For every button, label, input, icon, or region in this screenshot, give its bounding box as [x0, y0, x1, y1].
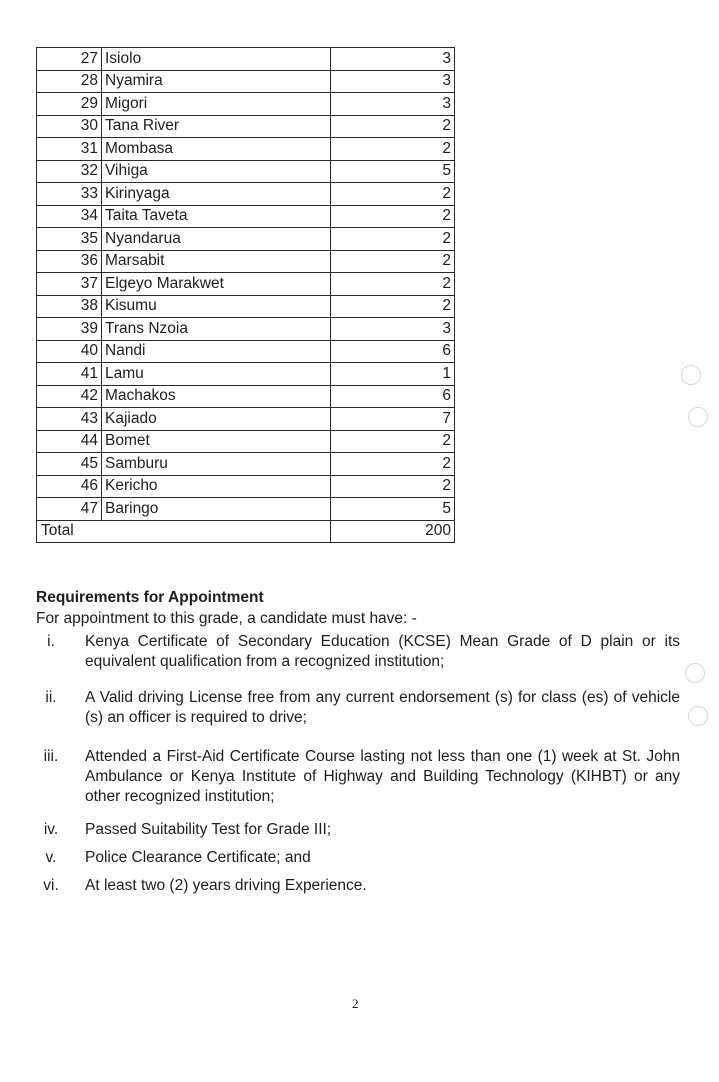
row-number-cell: 27 [37, 48, 102, 71]
punch-hole-mark [688, 706, 708, 726]
row-number-cell: 37 [37, 273, 102, 296]
requirement-numeral: ii. [45, 689, 57, 706]
county-name-cell: Trans Nzoia [102, 318, 331, 341]
requirement-text: Attended a First-Aid Certificate Course lasting not less than one (1) week at St. John Ambulance or Kenya Institute of Highway and Building Technology (KIHBT) or any other recognized institution; [85, 748, 680, 805]
row-number-cell: 35 [37, 228, 102, 251]
total-label: Total [37, 520, 331, 543]
county-name-cell: Lamu [102, 363, 331, 386]
requirements-heading: Requirements for Appointment [36, 589, 264, 606]
allocation-count-cell: 3 [331, 318, 455, 341]
requirement-text: Kenya Certificate of Secondary Education (KCSE) Mean Grade of D plain or its equivalent qualification from a recognized institution; [85, 633, 680, 670]
row-number-cell: 28 [37, 70, 102, 93]
table-row [37, 93, 455, 116]
row-number-cell: 40 [37, 340, 102, 363]
row-number-cell: 44 [37, 430, 102, 453]
county-name-cell: Taita Taveta [102, 205, 331, 228]
row-number-cell: 43 [37, 408, 102, 431]
page-number: 2 [352, 996, 359, 1011]
allocation-count-cell: 5 [331, 160, 455, 183]
table-row [37, 273, 455, 296]
table-row [37, 453, 455, 476]
county-name-cell: Nandi [102, 340, 331, 363]
county-name-cell: Elgeyo Marakwet [102, 273, 331, 296]
total-row [37, 520, 455, 543]
table-row [37, 318, 455, 341]
allocation-count-cell: 7 [331, 408, 455, 431]
county-name-cell: Baringo [102, 498, 331, 521]
punch-hole-mark [681, 365, 701, 385]
row-number-cell: 30 [37, 115, 102, 138]
allocation-count-cell: 5 [331, 498, 455, 521]
table-row [37, 498, 455, 521]
table-row [37, 183, 455, 206]
allocation-count-cell: 2 [331, 273, 455, 296]
allocation-count-cell: 2 [331, 138, 455, 161]
row-number-cell: 36 [37, 250, 102, 273]
table-row [37, 475, 455, 498]
allocation-count-cell: 2 [331, 295, 455, 318]
county-name-cell: Mombasa [102, 138, 331, 161]
allocation-count-cell: 2 [331, 115, 455, 138]
county-name-cell: Bomet [102, 430, 331, 453]
allocation-count-cell: 6 [331, 340, 455, 363]
county-name-cell: Kisumu [102, 295, 331, 318]
county-name-cell: Kajiado [102, 408, 331, 431]
allocation-count-cell: 2 [331, 183, 455, 206]
punch-hole-mark [688, 407, 708, 427]
row-number-cell: 47 [37, 498, 102, 521]
county-name-cell: Migori [102, 93, 331, 116]
requirement-text: Passed Suitability Test for Grade III; [85, 821, 332, 838]
table-row [37, 48, 455, 71]
county-name-cell: Marsabit [102, 250, 331, 273]
table-row [37, 430, 455, 453]
requirement-numeral: iii. [43, 748, 59, 765]
row-number-cell: 31 [37, 138, 102, 161]
row-number-cell: 38 [37, 295, 102, 318]
allocation-count-cell: 1 [331, 363, 455, 386]
row-number-cell: 32 [37, 160, 102, 183]
allocation-count-cell: 6 [331, 385, 455, 408]
row-number-cell: 41 [37, 363, 102, 386]
table-row [37, 228, 455, 251]
total-value: 200 [331, 520, 455, 543]
allocation-count-cell: 2 [331, 228, 455, 251]
table-row [37, 138, 455, 161]
row-number-cell: 33 [37, 183, 102, 206]
table-row [37, 340, 455, 363]
requirement-text: A Valid driving License free from any current endorsement (s) for class (es) of vehicle (s) an officer is required to drive; [85, 689, 680, 726]
row-number-cell: 42 [37, 385, 102, 408]
punch-hole-mark [685, 663, 705, 683]
allocation-count-cell: 3 [331, 48, 455, 71]
allocation-count-cell: 2 [331, 430, 455, 453]
requirement-numeral: vi. [43, 877, 59, 894]
county-name-cell: Nyandarua [102, 228, 331, 251]
county-allocation-table [36, 47, 455, 543]
requirement-numeral: i. [47, 633, 55, 650]
allocation-count-cell: 2 [331, 453, 455, 476]
table-row [37, 160, 455, 183]
table-row [37, 70, 455, 93]
county-name-cell: Vihiga [102, 160, 331, 183]
row-number-cell: 29 [37, 93, 102, 116]
allocation-count-cell: 2 [331, 205, 455, 228]
row-number-cell: 39 [37, 318, 102, 341]
allocation-count-cell: 3 [331, 93, 455, 116]
allocation-count-cell: 2 [331, 475, 455, 498]
requirements-intro: For appointment to this grade, a candidate must have: - [36, 610, 417, 627]
table-row [37, 115, 455, 138]
table-row [37, 295, 455, 318]
requirement-numeral: iv. [43, 821, 59, 838]
requirement-text: Police Clearance Certificate; and [85, 849, 311, 866]
county-name-cell: Kericho [102, 475, 331, 498]
county-name-cell: Nyamira [102, 70, 331, 93]
requirement-numeral: v. [45, 849, 57, 866]
county-name-cell: Tana River [102, 115, 331, 138]
allocation-count-cell: 2 [331, 250, 455, 273]
row-number-cell: 46 [37, 475, 102, 498]
county-name-cell: Isiolo [102, 48, 331, 71]
table-row [37, 363, 455, 386]
table-row [37, 408, 455, 431]
allocation-count-cell: 3 [331, 70, 455, 93]
table-row [37, 250, 455, 273]
requirement-text: At least two (2) years driving Experience. [85, 877, 367, 894]
row-number-cell: 34 [37, 205, 102, 228]
table-row [37, 385, 455, 408]
county-name-cell: Kirinyaga [102, 183, 331, 206]
county-name-cell: Machakos [102, 385, 331, 408]
row-number-cell: 45 [37, 453, 102, 476]
county-name-cell: Samburu [102, 453, 331, 476]
table-row [37, 205, 455, 228]
